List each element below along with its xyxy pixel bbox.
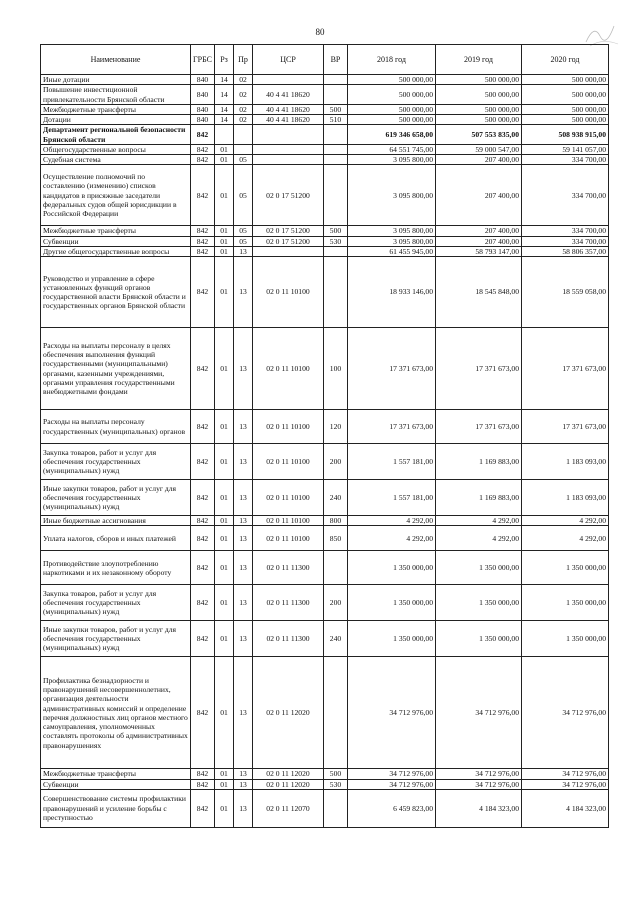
cell-pr: 13: [234, 789, 253, 827]
cell-2020: 17 371 673,00: [522, 410, 609, 444]
cell-2019: 18 545 848,00: [436, 257, 522, 328]
table-header-row: [41, 45, 609, 75]
cell-csr: 02 0 11 12020: [253, 657, 324, 769]
cell-pr: 13: [234, 410, 253, 444]
table-row: [41, 585, 609, 621]
cell-2019: 207 400,00: [436, 226, 522, 236]
cell-2018: 3 095 800,00: [348, 155, 436, 165]
cell-2019: 500 000,00: [436, 104, 522, 114]
cell-pr: 13: [234, 657, 253, 769]
cell-rz: 14: [215, 75, 234, 85]
cell-2018: 500 000,00: [348, 85, 436, 105]
cell-csr: 02 0 11 12020: [253, 779, 324, 789]
cell-2019: 34 712 976,00: [436, 779, 522, 789]
cell-2020: 1 350 000,00: [522, 585, 609, 621]
cell-csr: [253, 246, 324, 256]
cell-grbs: 842: [191, 328, 215, 410]
cell-csr: 02 0 11 11300: [253, 621, 324, 657]
cell-name: Профилактика безнадзорности и правонарушений несовершеннолетних, организация деятельности административных комиссий и определение перечня должностных лиц органов местного самоуправления, уполномоченных составлять протоколы об административных правонарушениях: [41, 657, 191, 769]
cell-vr: [324, 75, 348, 85]
cell-2018: 61 455 945,00: [348, 246, 436, 256]
cell-csr: 40 4 41 18620: [253, 85, 324, 105]
table-row: [41, 444, 609, 480]
cell-2020: 1 183 093,00: [522, 444, 609, 480]
cell-rz: 14: [215, 85, 234, 105]
cell-pr: 05: [234, 165, 253, 226]
cell-2019: 4 184 323,00: [436, 789, 522, 827]
cell-2020: 334 700,00: [522, 155, 609, 165]
cell-csr: 02 0 11 12070: [253, 789, 324, 827]
cell-csr: 02 0 11 10100: [253, 410, 324, 444]
table-row: [41, 104, 609, 114]
cell-grbs: 842: [191, 585, 215, 621]
cell-grbs: 842: [191, 789, 215, 827]
cell-2018: 1 557 181,00: [348, 444, 436, 480]
cell-grbs: 840: [191, 85, 215, 105]
table-row: [41, 769, 609, 779]
cell-pr: 13: [234, 621, 253, 657]
cell-vr: [324, 144, 348, 154]
cell-pr: 02: [234, 115, 253, 125]
cell-rz: 01: [215, 551, 234, 585]
cell-2019: 4 292,00: [436, 526, 522, 551]
cell-pr: [234, 125, 253, 145]
cell-rz: 01: [215, 236, 234, 246]
cell-vr: 200: [324, 444, 348, 480]
cell-name: Субвенции: [41, 779, 191, 789]
cell-rz: 01: [215, 769, 234, 779]
cell-2019: 34 712 976,00: [436, 769, 522, 779]
cell-2019: 507 553 835,00: [436, 125, 522, 145]
cell-grbs: 842: [191, 779, 215, 789]
cell-name: Расходы на выплаты персоналу в целях обеспечения выполнения функций государственными (муниципальными) органами, казенными учреждениями, органами управления государственными внебюджетными фондами: [41, 328, 191, 410]
cell-pr: 13: [234, 526, 253, 551]
cell-2020: 334 700,00: [522, 226, 609, 236]
cell-vr: [324, 85, 348, 105]
cell-csr: 02 0 17 51200: [253, 165, 324, 226]
cell-rz: 14: [215, 104, 234, 114]
budget-table: [40, 44, 609, 828]
cell-2019: 17 371 673,00: [436, 328, 522, 410]
cell-2020: 334 700,00: [522, 236, 609, 246]
cell-pr: 02: [234, 104, 253, 114]
cell-name: Межбюджетные трансферты: [41, 104, 191, 114]
cell-2019: 34 712 976,00: [436, 657, 522, 769]
cell-pr: 02: [234, 85, 253, 105]
cell-name: Субвенции: [41, 236, 191, 246]
cell-2018: 17 371 673,00: [348, 328, 436, 410]
table-row: [41, 75, 609, 85]
cell-grbs: 842: [191, 657, 215, 769]
cell-csr: 02 0 17 51200: [253, 236, 324, 246]
cell-2019: 500 000,00: [436, 85, 522, 105]
cell-name: Другие общегосударственные вопросы: [41, 246, 191, 256]
cell-csr: 02 0 11 10100: [253, 328, 324, 410]
table-row: [41, 410, 609, 444]
cell-rz: 01: [215, 480, 234, 516]
col-header-rz: Рз: [215, 45, 234, 75]
cell-grbs: 842: [191, 144, 215, 154]
cell-grbs: 842: [191, 226, 215, 236]
cell-2018: 1 350 000,00: [348, 551, 436, 585]
cell-name: Уплата налогов, сборов и иных платежей: [41, 526, 191, 551]
cell-2018: 619 346 658,00: [348, 125, 436, 145]
cell-rz: 01: [215, 328, 234, 410]
cell-pr: 13: [234, 779, 253, 789]
cell-2019: 1 350 000,00: [436, 585, 522, 621]
cell-grbs: 840: [191, 104, 215, 114]
cell-grbs: 842: [191, 551, 215, 585]
cell-vr: [324, 125, 348, 145]
cell-2018: 3 095 800,00: [348, 236, 436, 246]
cell-vr: 500: [324, 104, 348, 114]
cell-rz: 01: [215, 526, 234, 551]
table-row: [41, 657, 609, 769]
cell-grbs: 842: [191, 444, 215, 480]
cell-grbs: 840: [191, 75, 215, 85]
cell-grbs: 842: [191, 769, 215, 779]
table-row: [41, 516, 609, 526]
cell-2020: 508 938 915,00: [522, 125, 609, 145]
cell-2018: 34 712 976,00: [348, 657, 436, 769]
cell-rz: 14: [215, 115, 234, 125]
cell-grbs: 842: [191, 516, 215, 526]
cell-rz: 01: [215, 246, 234, 256]
cell-vr: [324, 165, 348, 226]
table-row: [41, 779, 609, 789]
cell-rz: [215, 125, 234, 145]
col-header-grbs: ГРБС: [191, 45, 215, 75]
cell-csr: 40 4 41 18620: [253, 104, 324, 114]
cell-csr: 02 0 11 12020: [253, 769, 324, 779]
cell-vr: 510: [324, 115, 348, 125]
cell-vr: [324, 657, 348, 769]
cell-csr: 02 0 11 11300: [253, 585, 324, 621]
cell-name: Иные дотации: [41, 75, 191, 85]
cell-2019: 500 000,00: [436, 75, 522, 85]
cell-2020: 500 000,00: [522, 115, 609, 125]
cell-vr: 240: [324, 480, 348, 516]
cell-pr: 05: [234, 226, 253, 236]
table-row: [41, 789, 609, 827]
cell-name: Осуществление полномочий по составлению (изменению) списков кандидатов в присяжные заседатели федеральных судов общей юрисдикции в Российской Федерации: [41, 165, 191, 226]
cell-2019: 17 371 673,00: [436, 410, 522, 444]
cell-vr: 120: [324, 410, 348, 444]
cell-rz: 01: [215, 444, 234, 480]
cell-csr: [253, 155, 324, 165]
cell-2020: 4 184 323,00: [522, 789, 609, 827]
cell-vr: 200: [324, 585, 348, 621]
cell-csr: 40 4 41 18620: [253, 115, 324, 125]
cell-grbs: 842: [191, 165, 215, 226]
cell-vr: 500: [324, 769, 348, 779]
cell-name: Руководство и управление в сфере установленных функций органов государственной власти Брянской области и государственных органов Брянской области: [41, 257, 191, 328]
cell-rz: 01: [215, 657, 234, 769]
cell-name: Совершенствование системы профилактики правонарушений и усиление борьбы с преступностью: [41, 789, 191, 827]
cell-pr: 13: [234, 585, 253, 621]
cell-2019: 58 793 147,00: [436, 246, 522, 256]
cell-name: Дотации: [41, 115, 191, 125]
cell-2018: 6 459 823,00: [348, 789, 436, 827]
cell-2019: 207 400,00: [436, 165, 522, 226]
cell-2018: 18 933 146,00: [348, 257, 436, 328]
cell-2018: 34 712 976,00: [348, 769, 436, 779]
cell-2020: 500 000,00: [522, 104, 609, 114]
cell-2018: 500 000,00: [348, 75, 436, 85]
table-row: [41, 226, 609, 236]
cell-2018: 34 712 976,00: [348, 779, 436, 789]
cell-2019: 4 292,00: [436, 516, 522, 526]
cell-csr: 02 0 11 10100: [253, 526, 324, 551]
cell-rz: 01: [215, 410, 234, 444]
cell-name: Иные бюджетные ассигнования: [41, 516, 191, 526]
cell-2020: 1 350 000,00: [522, 621, 609, 657]
table-row: [41, 257, 609, 328]
cell-pr: 13: [234, 769, 253, 779]
cell-2020: 17 371 673,00: [522, 328, 609, 410]
cell-name: Общегосударственные вопросы: [41, 144, 191, 154]
cell-vr: 800: [324, 516, 348, 526]
cell-2020: 59 141 057,00: [522, 144, 609, 154]
cell-csr: 02 0 11 10100: [253, 480, 324, 516]
cell-2018: 4 292,00: [348, 526, 436, 551]
cell-name: Межбюджетные трансферты: [41, 226, 191, 236]
cell-2020: 1 183 093,00: [522, 480, 609, 516]
cell-2019: 207 400,00: [436, 236, 522, 246]
cell-grbs: 842: [191, 257, 215, 328]
cell-grbs: 842: [191, 410, 215, 444]
cell-name: Иные закупки товаров, работ и услуг для обеспечения государственных (муниципальных) нужд: [41, 621, 191, 657]
cell-2019: 1 350 000,00: [436, 551, 522, 585]
cell-vr: [324, 789, 348, 827]
cell-vr: [324, 246, 348, 256]
cell-rz: 01: [215, 144, 234, 154]
table-row: [41, 155, 609, 165]
cell-vr: 530: [324, 236, 348, 246]
cell-2020: 500 000,00: [522, 75, 609, 85]
col-header-2020: 2020 год: [522, 45, 609, 75]
cell-2020: 500 000,00: [522, 85, 609, 105]
cell-rz: 01: [215, 226, 234, 236]
cell-2018: 17 371 673,00: [348, 410, 436, 444]
cell-pr: 13: [234, 246, 253, 256]
cell-2018: 4 292,00: [348, 516, 436, 526]
cell-2020: 4 292,00: [522, 526, 609, 551]
col-header-2018: 2018 год: [348, 45, 436, 75]
cell-grbs: 842: [191, 621, 215, 657]
cell-2018: 1 350 000,00: [348, 585, 436, 621]
cell-csr: [253, 75, 324, 85]
cell-csr: 02 0 11 11300: [253, 551, 324, 585]
cell-vr: [324, 257, 348, 328]
cell-grbs: 842: [191, 246, 215, 256]
table-row: [41, 165, 609, 226]
cell-vr: 100: [324, 328, 348, 410]
table-row: [41, 115, 609, 125]
cell-csr: 02 0 11 10100: [253, 257, 324, 328]
cell-csr: [253, 125, 324, 145]
table-row: [41, 328, 609, 410]
cell-pr: 13: [234, 480, 253, 516]
cell-2018: 3 095 800,00: [348, 226, 436, 236]
cell-vr: 850: [324, 526, 348, 551]
cell-rz: 01: [215, 779, 234, 789]
cell-rz: 01: [215, 585, 234, 621]
cell-grbs: 842: [191, 480, 215, 516]
cell-csr: 02 0 11 10100: [253, 444, 324, 480]
cell-grbs: 842: [191, 125, 215, 145]
col-header-pr: Пр: [234, 45, 253, 75]
table-row: [41, 236, 609, 246]
cell-2019: 1 169 883,00: [436, 444, 522, 480]
cell-rz: 01: [215, 516, 234, 526]
cell-2019: 59 000 547,00: [436, 144, 522, 154]
cell-name: Департамент региональной безопасности Брянской области: [41, 125, 191, 145]
table-row: [41, 125, 609, 145]
cell-2019: 500 000,00: [436, 115, 522, 125]
cell-name: Повышение инвестиционной привлекательности Брянской области: [41, 85, 191, 105]
cell-2020: 58 806 357,00: [522, 246, 609, 256]
cell-grbs: 842: [191, 236, 215, 246]
cell-csr: 02 0 17 51200: [253, 226, 324, 236]
table-row: [41, 480, 609, 516]
cell-name: Иные закупки товаров, работ и услуг для обеспечения государственных (муниципальных) нужд: [41, 480, 191, 516]
cell-2019: 207 400,00: [436, 155, 522, 165]
cell-2020: 18 559 058,00: [522, 257, 609, 328]
cell-pr: 13: [234, 257, 253, 328]
cell-rz: 01: [215, 789, 234, 827]
col-header-csr: ЦСР: [253, 45, 324, 75]
cell-pr: 13: [234, 328, 253, 410]
cell-grbs: 842: [191, 155, 215, 165]
cell-vr: 500: [324, 226, 348, 236]
cell-2018: 1 350 000,00: [348, 621, 436, 657]
col-header-vr: ВР: [324, 45, 348, 75]
cell-2020: 34 712 976,00: [522, 657, 609, 769]
cell-vr: 240: [324, 621, 348, 657]
cell-pr: 05: [234, 236, 253, 246]
cell-pr: 13: [234, 551, 253, 585]
cell-rz: 01: [215, 155, 234, 165]
cell-2018: 64 551 745,00: [348, 144, 436, 154]
cell-vr: [324, 155, 348, 165]
cell-csr: [253, 144, 324, 154]
cell-2019: 1 169 883,00: [436, 480, 522, 516]
cell-name: Закупка товаров, работ и услуг для обеспечения государственных (муниципальных) нужд: [41, 585, 191, 621]
cell-pr: 13: [234, 444, 253, 480]
cell-2020: 334 700,00: [522, 165, 609, 226]
cell-2019: 1 350 000,00: [436, 621, 522, 657]
cell-pr: 02: [234, 75, 253, 85]
cell-grbs: 840: [191, 115, 215, 125]
table-row: [41, 621, 609, 657]
page-number: 80: [315, 27, 325, 37]
cell-name: Расходы на выплаты персоналу государственных (муниципальных) органов: [41, 410, 191, 444]
cell-name: Закупка товаров, работ и услуг для обеспечения государственных (муниципальных) нужд: [41, 444, 191, 480]
cell-2020: 34 712 976,00: [522, 769, 609, 779]
col-header-2019: 2019 год: [436, 45, 522, 75]
cell-name: Противодействие злоупотреблению наркотиками и их незаконному обороту: [41, 551, 191, 585]
table-row: [41, 85, 609, 105]
cell-rz: 01: [215, 165, 234, 226]
col-header-name: Наименование: [41, 45, 191, 75]
cell-name: Межбюджетные трансферты: [41, 769, 191, 779]
cell-vr: 530: [324, 779, 348, 789]
cell-2020: 34 712 976,00: [522, 779, 609, 789]
cell-rz: 01: [215, 621, 234, 657]
table-row: [41, 526, 609, 551]
cell-2018: 3 095 800,00: [348, 165, 436, 226]
cell-2018: 500 000,00: [348, 115, 436, 125]
cell-grbs: 842: [191, 526, 215, 551]
table-row: [41, 144, 609, 154]
cell-2020: 4 292,00: [522, 516, 609, 526]
cell-rz: 01: [215, 257, 234, 328]
cell-pr: [234, 144, 253, 154]
cell-2018: 500 000,00: [348, 104, 436, 114]
cell-2018: 1 557 181,00: [348, 480, 436, 516]
table-row: [41, 246, 609, 256]
cell-pr: 13: [234, 516, 253, 526]
cell-vr: [324, 551, 348, 585]
table-row: [41, 551, 609, 585]
cell-2020: 1 350 000,00: [522, 551, 609, 585]
cell-csr: 02 0 11 10100: [253, 516, 324, 526]
cell-name: Судебная система: [41, 155, 191, 165]
cell-pr: 05: [234, 155, 253, 165]
